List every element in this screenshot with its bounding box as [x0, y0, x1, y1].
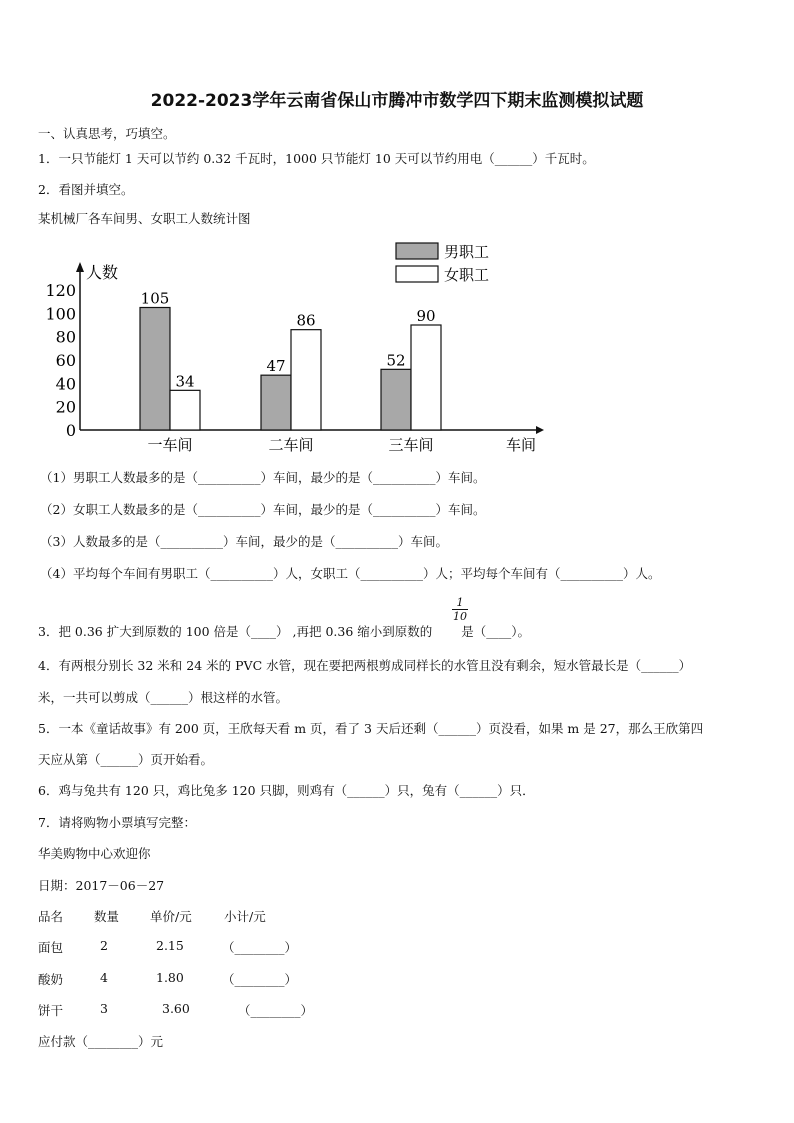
receipt-cell: 2 — [100, 938, 108, 953]
fraction-denominator: 10 — [453, 610, 467, 623]
y-tick-label: 0 — [65, 421, 76, 440]
receipt-total: 应付款（________）元 — [38, 1034, 164, 1049]
question-7: 7．请将购物小票填写完整： — [38, 815, 196, 830]
category-label: 三车间 — [388, 436, 434, 454]
question-4-line-1: 4．有两根分别长 32 米和 24 米的 PVC 水管，现在要把两根剪成同样长的水管且没有剩余，短水管最长是（______） — [38, 658, 692, 673]
page-title: 2022-2023学年云南省保山市腾冲市数学四下期末监测模拟试题 — [150, 91, 644, 111]
receipt-cell: 1.80 — [156, 970, 184, 985]
receipt-cell: 2.15 — [156, 938, 184, 953]
receipt-header-cell: 数量 — [94, 909, 120, 924]
question-1: 1．一只节能灯 1 天可以节约 0.32 千瓦时，1000 只节能灯 10 天可以节约用电（______）千瓦时。 — [38, 151, 595, 166]
legend-label: 女职工 — [444, 266, 490, 284]
bar — [291, 330, 321, 430]
category-label: 二车间 — [268, 436, 314, 454]
category-label: 一车间 — [147, 436, 193, 454]
receipt-cell: 3 — [100, 1001, 108, 1016]
receipt-cell: 4 — [100, 970, 108, 985]
legend-swatch — [396, 266, 438, 282]
y-tick-label: 80 — [55, 327, 76, 347]
bar-value-label: 34 — [175, 372, 195, 391]
receipt-date: 日期：2017－06－27 — [38, 878, 165, 893]
receipt-cell: 3.60 — [162, 1001, 190, 1016]
receipt-header-cell: 单价/元 — [150, 909, 192, 924]
bar — [170, 390, 200, 430]
bar-chart — [36, 232, 556, 462]
legend-label: 男职工 — [444, 243, 490, 261]
question-2-sub-3: （3）人数最多的是（__________）车间，最少的是（__________）车间。 — [40, 534, 448, 549]
question-6: 6．鸡与兔共有 120 只，鸡比兔多 120 只脚，则鸡有（______）只，兔有（______）只． — [38, 783, 535, 798]
y-tick-label: 100 — [45, 304, 76, 324]
bar-value-label: 52 — [386, 351, 406, 370]
y-tick-label: 40 — [55, 374, 76, 394]
fraction-one-tenth — [452, 596, 468, 623]
receipt-cell: （________） — [238, 1003, 314, 1018]
bar-value-label: 86 — [296, 311, 316, 330]
receipt-header-cell: 品名 — [38, 909, 64, 924]
receipt-cell: 酸奶 — [38, 972, 64, 987]
question-5-line-1: 5．一本《童话故事》有 200 页，王欣每天看 m 页，看了 3 天后还剩（______）页没看，如果 m 是 27，那么王欣第四 — [38, 721, 704, 736]
bar-value-label: 105 — [140, 289, 170, 308]
bar-value-label: 90 — [416, 307, 436, 325]
bar-value-label: 47 — [266, 357, 286, 376]
y-axis-arrow — [76, 262, 84, 272]
question-2-sub-4: （4）平均每个车间有男职工（__________）人，女职工（__________）人；平均每个车间有（__________）人。 — [40, 566, 661, 581]
question-5-line-2: 天应从第（______）页开始看。 — [38, 752, 214, 767]
receipt-shop-name: 华美购物中心欢迎你 — [38, 846, 151, 861]
bar — [140, 308, 170, 431]
question-2-sub-1: （1）男职工人数最多的是（__________）车间，最少的是（__________）车间。 — [40, 470, 486, 485]
bar — [261, 375, 291, 430]
fraction-numerator: 1 — [452, 596, 468, 610]
receipt-cell: （________） — [222, 940, 298, 955]
question-2-sub-2: （2）女职工人数最多的是（__________）车间，最少的是（__________）车间。 — [40, 502, 486, 517]
receipt-cell: 面包 — [38, 940, 64, 955]
x-axis-label: 车间 — [505, 436, 537, 454]
question-4-line-2: 米，一共可以剪成（______）根这样的水管。 — [38, 690, 289, 705]
y-tick-label: 60 — [55, 351, 76, 370]
y-tick-label: 20 — [55, 397, 76, 417]
y-tick-label: 120 — [45, 281, 76, 300]
legend-swatch — [396, 243, 438, 259]
x-axis-arrow — [536, 426, 544, 434]
section-heading: 一、认真思考，巧填空。 — [38, 126, 176, 141]
question-2: 2．看图并填空。 — [38, 182, 134, 197]
receipt-cell: 饼干 — [38, 1003, 64, 1018]
y-axis-label: 人数 — [86, 263, 119, 282]
bar — [411, 325, 441, 430]
receipt-header-cell: 小计/元 — [224, 909, 266, 924]
question-3: 3．把 0.36 扩大到原数的 100 倍是（____） ,再把 0.36 缩小到原数的 是（____）。 — [38, 624, 530, 639]
bar — [381, 369, 411, 430]
chart-caption: 某机械厂各车间男、女职工人数统计图 — [38, 211, 251, 226]
receipt-cell: （________） — [222, 972, 298, 987]
